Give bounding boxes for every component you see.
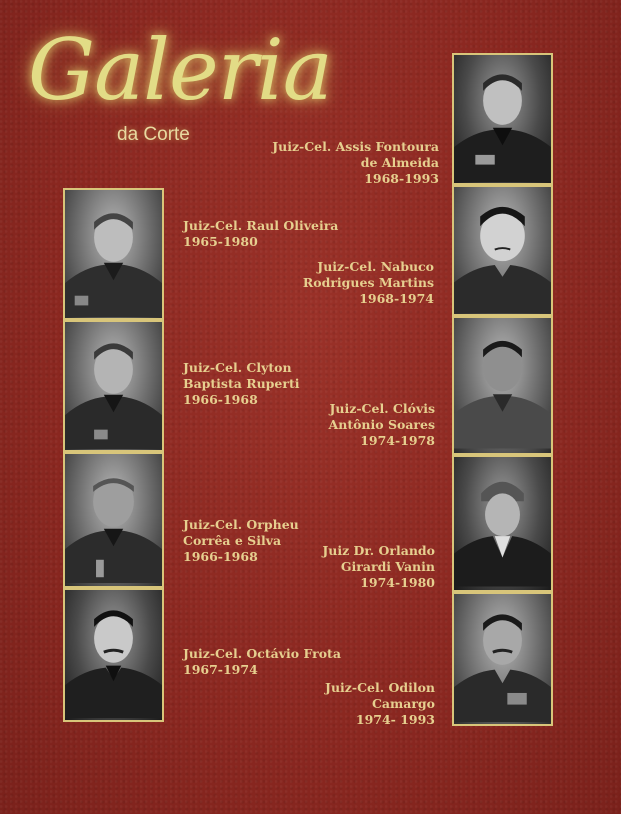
portrait-nabuco-martins: [452, 185, 553, 316]
portrait-orlando-vanin: [452, 455, 553, 592]
gallery-subtitle: da Corte: [117, 124, 190, 145]
caption-orlando-vanin: Juiz Dr. Orlando Girardi Vanin 1974-1980: [322, 543, 435, 590]
caption-raul-oliveira: Juiz-Cel. Raul Oliveira 1965-1980: [183, 218, 339, 249]
portrait-assis-fontoura: [452, 53, 553, 185]
portrait-odilon-camargo: [452, 592, 553, 726]
caption-assis-fontoura: Juiz-Cel. Assis Fontoura de Almeida 1968-1993: [272, 139, 439, 186]
portrait-raul-oliveira: [63, 188, 164, 320]
caption-clyton-ruperti: Juiz-Cel. Clyton Baptista Ruperti 1966-1968: [183, 360, 300, 407]
caption-nabuco-martins: Juiz-Cel. Nabuco Rodrigues Martins 1968-1974: [302, 259, 434, 306]
caption-clovis-soares: Juiz-Cel. Clóvis Antônio Soares 1974-1978: [328, 401, 435, 448]
portrait-clovis-soares: [452, 316, 553, 455]
portrait-clyton-ruperti: [63, 320, 164, 452]
portrait-orpheu-silva: [63, 452, 164, 588]
caption-orpheu-silva: Juiz-Cel. Orpheu Corrêa e Silva 1966-1968: [183, 517, 299, 564]
portrait-octavio-frota: [63, 588, 164, 722]
caption-odilon-camargo: Juiz-Cel. Odilon Camargo 1974- 1993: [325, 680, 435, 727]
caption-octavio-frota: Juiz-Cel. Octávio Frota 1967-1974: [183, 646, 341, 677]
gallery-title: Galeria: [28, 21, 332, 119]
